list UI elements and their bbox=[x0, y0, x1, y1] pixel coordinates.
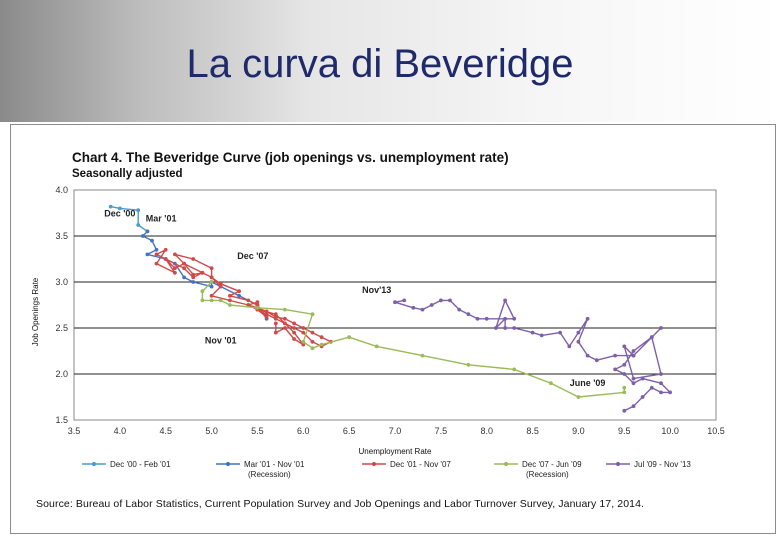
data-point bbox=[622, 363, 626, 367]
data-point bbox=[256, 300, 260, 304]
data-point bbox=[201, 271, 205, 275]
data-point bbox=[210, 276, 214, 280]
legend-swatch-marker bbox=[226, 462, 230, 466]
data-point bbox=[292, 322, 296, 326]
data-point bbox=[164, 257, 168, 261]
data-point bbox=[191, 257, 195, 261]
x-tick-label: 8.5 bbox=[526, 426, 539, 436]
annotation-label: June '09 bbox=[569, 377, 606, 388]
data-point bbox=[485, 317, 489, 321]
data-point bbox=[201, 289, 205, 293]
plot-area bbox=[74, 190, 716, 420]
data-point bbox=[595, 358, 599, 362]
slide-title: La curva di Beveridge bbox=[186, 42, 574, 86]
data-point bbox=[274, 322, 278, 326]
x-tick-label: 7.5 bbox=[434, 426, 448, 436]
data-point bbox=[146, 230, 150, 234]
data-point bbox=[274, 315, 278, 319]
x-tick-label: 5.0 bbox=[205, 426, 218, 436]
x-tick-label: 3.5 bbox=[67, 426, 81, 436]
data-point bbox=[503, 299, 507, 303]
data-point bbox=[659, 381, 663, 385]
chart-title: Chart 4. The Beveridge Curve (job openings vs. unemployment rate) bbox=[72, 150, 509, 165]
data-point bbox=[219, 285, 223, 289]
data-point bbox=[210, 285, 214, 289]
annotation-label: Nov'13 bbox=[362, 285, 392, 296]
data-point bbox=[421, 354, 425, 358]
legend-sublabel: (Recession) bbox=[248, 470, 291, 479]
x-tick-label: 9.0 bbox=[572, 426, 585, 436]
data-point bbox=[292, 326, 296, 330]
data-point bbox=[320, 335, 324, 339]
data-point bbox=[632, 404, 636, 408]
data-point bbox=[650, 386, 654, 390]
source-note: Source: Bureau of Labor Statistics, Current Population Survey and Job Openings and Labor Turnover Survey, January 17, 2014. bbox=[36, 498, 645, 510]
y-tick-label: 2.5 bbox=[55, 323, 68, 333]
data-point bbox=[150, 239, 154, 243]
data-point bbox=[641, 377, 645, 381]
legend-sublabel: (Recession) bbox=[526, 470, 569, 479]
data-point bbox=[622, 386, 626, 390]
annotation-label: Dec '00 bbox=[104, 208, 136, 219]
x-tick-label: 10.5 bbox=[707, 426, 725, 436]
data-point bbox=[237, 289, 241, 293]
beveridge-curve-chart bbox=[10, 124, 774, 532]
data-point bbox=[512, 368, 516, 372]
data-point bbox=[549, 381, 553, 385]
chart-subtitle: Seasonally adjusted bbox=[72, 168, 183, 180]
data-point bbox=[320, 343, 324, 347]
x-axis-ticks bbox=[68, 426, 725, 436]
data-point bbox=[457, 308, 461, 312]
data-point bbox=[577, 340, 581, 344]
data-point bbox=[228, 303, 232, 307]
legend-label: Dec '07 - Jun '09 bbox=[522, 460, 582, 469]
data-point bbox=[228, 299, 232, 303]
x-tick-label: 6.5 bbox=[342, 426, 356, 436]
data-point bbox=[155, 248, 159, 252]
annotation-label: Nov '01 bbox=[204, 335, 237, 346]
data-point bbox=[311, 331, 315, 335]
data-point bbox=[586, 354, 590, 358]
legend-label: Mar '01 - Nov '01 bbox=[244, 460, 305, 469]
y-tick-label: 1.5 bbox=[55, 415, 68, 425]
legend bbox=[82, 460, 691, 479]
legend-swatch-marker bbox=[504, 462, 508, 466]
data-point bbox=[182, 262, 186, 266]
data-point bbox=[155, 253, 159, 257]
data-point bbox=[283, 308, 287, 312]
x-tick-label: 9.5 bbox=[618, 426, 631, 436]
legend-swatch-marker bbox=[372, 462, 376, 466]
data-point bbox=[311, 312, 315, 316]
legend-swatch-marker bbox=[92, 462, 96, 466]
legend-swatch-marker bbox=[616, 462, 620, 466]
y-tick-label: 3.5 bbox=[55, 231, 68, 241]
data-point bbox=[292, 337, 296, 341]
data-point bbox=[301, 340, 305, 344]
y-tick-label: 2.0 bbox=[55, 369, 68, 379]
data-point bbox=[558, 331, 562, 335]
y-axis-label: Job Openings Rate bbox=[31, 277, 40, 347]
data-point bbox=[448, 299, 452, 303]
data-point bbox=[659, 391, 663, 395]
data-point bbox=[659, 372, 663, 376]
data-point bbox=[650, 335, 654, 339]
data-point bbox=[411, 306, 415, 310]
data-point bbox=[613, 368, 617, 372]
data-point bbox=[503, 317, 507, 321]
data-point bbox=[283, 322, 287, 326]
data-point bbox=[439, 299, 443, 303]
data-point bbox=[622, 345, 626, 349]
data-point bbox=[173, 271, 177, 275]
legend-entry bbox=[82, 460, 171, 469]
data-point bbox=[512, 326, 516, 330]
data-point bbox=[136, 223, 140, 227]
data-point bbox=[586, 317, 590, 321]
x-tick-label: 6.0 bbox=[297, 426, 310, 436]
legend-entry bbox=[606, 460, 691, 469]
data-point bbox=[173, 253, 177, 257]
data-point bbox=[577, 331, 581, 335]
data-point bbox=[265, 310, 269, 314]
data-point bbox=[256, 306, 260, 310]
x-tick-label: 8.0 bbox=[480, 426, 493, 436]
data-point bbox=[622, 391, 626, 395]
x-tick-label: 10.0 bbox=[661, 426, 679, 436]
data-point bbox=[567, 345, 571, 349]
data-point bbox=[393, 300, 397, 304]
data-point bbox=[311, 340, 315, 344]
data-point bbox=[632, 377, 636, 381]
annotation-label: Mar '01 bbox=[145, 213, 177, 224]
data-point bbox=[182, 276, 186, 280]
data-point bbox=[503, 326, 507, 330]
data-point bbox=[641, 395, 645, 399]
data-point bbox=[531, 331, 535, 335]
data-point bbox=[622, 372, 626, 376]
data-point bbox=[467, 363, 471, 367]
legend-label: Dec '01 - Nov '07 bbox=[390, 460, 451, 469]
data-point bbox=[668, 391, 672, 395]
data-point bbox=[164, 248, 168, 252]
legend-entry bbox=[494, 460, 582, 479]
data-point bbox=[311, 346, 315, 350]
x-axis-label: Unemployment Rate bbox=[358, 447, 432, 456]
data-point bbox=[201, 299, 205, 303]
data-point bbox=[210, 280, 214, 284]
x-tick-label: 5.5 bbox=[251, 426, 264, 436]
legend-entry bbox=[362, 460, 451, 469]
data-point bbox=[155, 262, 159, 266]
data-point bbox=[292, 331, 296, 335]
data-point bbox=[632, 349, 636, 353]
data-point bbox=[540, 334, 544, 338]
data-point bbox=[622, 409, 626, 413]
data-point bbox=[191, 276, 195, 280]
data-point bbox=[402, 299, 406, 303]
data-point bbox=[421, 308, 425, 312]
legend-entry bbox=[216, 460, 305, 479]
x-tick-label: 7.0 bbox=[388, 426, 402, 436]
data-point bbox=[191, 280, 195, 284]
y-axis-ticks bbox=[55, 185, 68, 425]
data-point bbox=[301, 331, 305, 335]
data-point bbox=[476, 317, 480, 321]
legend-label: Dec '00 - Feb '01 bbox=[110, 460, 171, 469]
x-tick-label: 4.0 bbox=[113, 426, 127, 436]
data-point bbox=[613, 354, 617, 358]
data-point bbox=[467, 312, 471, 316]
data-point bbox=[141, 234, 145, 238]
y-tick-label: 3.0 bbox=[55, 277, 68, 287]
data-point bbox=[219, 299, 223, 303]
data-point bbox=[136, 208, 140, 212]
data-point bbox=[173, 266, 177, 270]
data-point bbox=[210, 266, 214, 270]
data-point bbox=[283, 326, 287, 330]
data-point bbox=[494, 326, 498, 330]
data-point bbox=[375, 345, 379, 349]
data-point bbox=[210, 294, 214, 298]
data-point bbox=[210, 299, 214, 303]
data-point bbox=[577, 395, 581, 399]
data-point bbox=[182, 266, 186, 270]
annotation-label: Dec '07 bbox=[237, 251, 269, 261]
x-tick-label: 4.5 bbox=[159, 426, 172, 436]
data-point bbox=[347, 335, 351, 339]
data-point bbox=[512, 317, 516, 321]
data-point bbox=[228, 294, 232, 298]
data-point bbox=[301, 326, 305, 330]
data-point bbox=[632, 354, 636, 358]
y-tick-label: 4.0 bbox=[55, 185, 68, 195]
data-point bbox=[659, 326, 663, 330]
data-point bbox=[146, 253, 150, 257]
data-point bbox=[246, 299, 250, 303]
data-point bbox=[283, 317, 287, 321]
data-point bbox=[430, 303, 434, 307]
data-point bbox=[632, 381, 636, 385]
data-point bbox=[274, 331, 278, 335]
legend-label: Jul '09 - Nov '13 bbox=[634, 460, 691, 469]
